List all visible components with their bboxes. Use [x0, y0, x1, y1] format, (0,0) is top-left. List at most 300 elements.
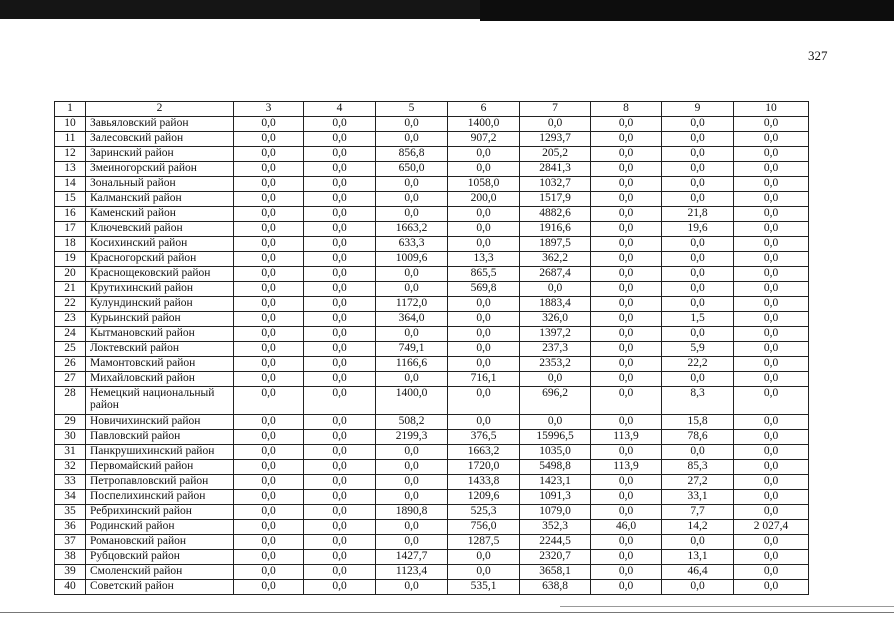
header-cell: 1	[55, 102, 86, 117]
value-cell: 113,9	[591, 430, 662, 445]
value-cell: 0,0	[662, 177, 734, 192]
value-cell: 0,0	[520, 117, 591, 132]
value-cell: 0,0	[304, 357, 376, 372]
value-cell: 0,0	[234, 192, 304, 207]
value-cell: 0,0	[376, 460, 448, 475]
value-cell: 2199,3	[376, 430, 448, 445]
value-cell: 0,0	[734, 445, 809, 460]
value-cell: 856,8	[376, 147, 448, 162]
value-cell: 0,0	[304, 430, 376, 445]
row-number-cell: 33	[55, 475, 86, 490]
value-cell: 0,0	[448, 327, 520, 342]
value-cell: 0,0	[591, 535, 662, 550]
table-row	[55, 520, 809, 535]
value-cell: 0,0	[234, 505, 304, 520]
value-cell: 1166,6	[376, 357, 448, 372]
header-cell: 9	[662, 102, 734, 117]
value-cell: 1123,4	[376, 565, 448, 580]
district-name-cell: Рубцовский район	[86, 550, 234, 565]
value-cell: 0,0	[234, 535, 304, 550]
value-cell: 8,3	[662, 387, 734, 415]
value-cell: 0,0	[234, 237, 304, 252]
value-cell: 1035,0	[520, 445, 591, 460]
row-number-cell: 31	[55, 445, 86, 460]
value-cell: 0,0	[304, 252, 376, 267]
value-cell: 0,0	[662, 535, 734, 550]
row-number-cell: 25	[55, 342, 86, 357]
value-cell: 0,0	[734, 237, 809, 252]
value-cell: 0,0	[734, 207, 809, 222]
value-cell: 0,0	[734, 475, 809, 490]
value-cell: 0,0	[304, 550, 376, 565]
value-cell: 0,0	[662, 297, 734, 312]
value-cell: 3658,1	[520, 565, 591, 580]
table-row	[55, 162, 809, 177]
value-cell: 0,0	[448, 342, 520, 357]
value-cell: 0,0	[376, 177, 448, 192]
value-cell: 0,0	[304, 327, 376, 342]
value-cell: 749,1	[376, 342, 448, 357]
scan-bottom-edge-short	[560, 606, 894, 607]
value-cell: 15996,5	[520, 430, 591, 445]
row-number-cell: 11	[55, 132, 86, 147]
value-cell: 0,0	[376, 207, 448, 222]
value-cell: 0,0	[662, 372, 734, 387]
value-cell: 865,5	[448, 267, 520, 282]
district-name-cell: Ребрихинский район	[86, 505, 234, 520]
value-cell: 569,8	[448, 282, 520, 297]
value-cell: 0,0	[234, 520, 304, 535]
value-cell: 0,0	[591, 222, 662, 237]
value-cell: 0,0	[591, 147, 662, 162]
row-number-cell: 26	[55, 357, 86, 372]
value-cell: 14,2	[662, 520, 734, 535]
value-cell: 0,0	[734, 252, 809, 267]
district-name-cell: Каменский район	[86, 207, 234, 222]
header-cell: 3	[234, 102, 304, 117]
value-cell: 0,0	[591, 312, 662, 327]
header-cell: 6	[448, 102, 520, 117]
value-cell: 0,0	[662, 252, 734, 267]
table-row	[55, 282, 809, 297]
value-cell: 696,2	[520, 387, 591, 415]
value-cell: 0,0	[234, 252, 304, 267]
row-number-cell: 28	[55, 387, 86, 415]
value-cell: 0,0	[734, 222, 809, 237]
value-cell: 1663,2	[448, 445, 520, 460]
value-cell: 0,0	[734, 550, 809, 565]
value-cell: 716,1	[448, 372, 520, 387]
value-cell: 0,0	[734, 327, 809, 342]
district-name-cell: Зональный район	[86, 177, 234, 192]
value-cell: 1209,6	[448, 490, 520, 505]
value-cell: 5,9	[662, 342, 734, 357]
value-cell: 0,0	[234, 297, 304, 312]
value-cell: 7,7	[662, 505, 734, 520]
value-cell: 0,0	[734, 490, 809, 505]
table-row	[55, 177, 809, 192]
value-cell: 0,0	[304, 222, 376, 237]
row-number-cell: 36	[55, 520, 86, 535]
value-cell: 0,0	[304, 460, 376, 475]
value-cell: 0,0	[234, 267, 304, 282]
value-cell: 0,0	[234, 565, 304, 580]
value-cell: 0,0	[234, 222, 304, 237]
scan-bottom-edge	[0, 612, 894, 613]
value-cell: 0,0	[734, 267, 809, 282]
value-cell: 0,0	[234, 490, 304, 505]
value-cell: 0,0	[734, 342, 809, 357]
value-cell: 0,0	[662, 580, 734, 595]
table-row	[55, 117, 809, 132]
value-cell: 0,0	[734, 387, 809, 415]
value-cell: 27,2	[662, 475, 734, 490]
value-cell: 0,0	[662, 237, 734, 252]
value-cell: 0,0	[376, 372, 448, 387]
value-cell: 0,0	[304, 580, 376, 595]
value-cell: 0,0	[234, 430, 304, 445]
row-number-cell: 37	[55, 535, 86, 550]
value-cell: 0,0	[591, 237, 662, 252]
data-table-container	[54, 101, 809, 595]
value-cell: 0,0	[734, 430, 809, 445]
value-cell: 13,1	[662, 550, 734, 565]
value-cell: 0,0	[304, 520, 376, 535]
table-row	[55, 207, 809, 222]
value-cell: 0,0	[591, 192, 662, 207]
value-cell: 1663,2	[376, 222, 448, 237]
table-row	[55, 460, 809, 475]
value-cell: 0,0	[376, 267, 448, 282]
row-number-cell: 39	[55, 565, 86, 580]
value-cell: 756,0	[448, 520, 520, 535]
district-name-cell: Заринский район	[86, 147, 234, 162]
value-cell: 15,8	[662, 415, 734, 430]
value-cell: 0,0	[234, 342, 304, 357]
data-table	[54, 101, 809, 595]
value-cell: 0,0	[376, 192, 448, 207]
value-cell: 0,0	[304, 342, 376, 357]
value-cell: 1091,3	[520, 490, 591, 505]
table-row	[55, 312, 809, 327]
value-cell: 650,0	[376, 162, 448, 177]
value-cell: 0,0	[591, 207, 662, 222]
table-row	[55, 430, 809, 445]
value-cell: 0,0	[734, 312, 809, 327]
value-cell: 0,0	[448, 387, 520, 415]
district-name-cell: Первомайский район	[86, 460, 234, 475]
value-cell: 1058,0	[448, 177, 520, 192]
value-cell: 0,0	[376, 475, 448, 490]
table-header-row	[55, 102, 809, 117]
value-cell: 0,0	[734, 282, 809, 297]
value-cell: 1890,8	[376, 505, 448, 520]
value-cell: 0,0	[591, 565, 662, 580]
value-cell: 0,0	[234, 162, 304, 177]
value-cell: 0,0	[304, 445, 376, 460]
value-cell: 0,0	[662, 117, 734, 132]
value-cell: 0,0	[304, 117, 376, 132]
value-cell: 33,1	[662, 490, 734, 505]
district-name-cell: Косихинский район	[86, 237, 234, 252]
value-cell: 0,0	[734, 372, 809, 387]
row-number-cell: 23	[55, 312, 86, 327]
table-row	[55, 327, 809, 342]
value-cell: 0,0	[734, 565, 809, 580]
table-row	[55, 237, 809, 252]
table-row	[55, 372, 809, 387]
district-name-cell: Поспелихинский район	[86, 490, 234, 505]
row-number-cell: 18	[55, 237, 86, 252]
value-cell: 1883,4	[520, 297, 591, 312]
value-cell: 0,0	[304, 237, 376, 252]
value-cell: 1427,7	[376, 550, 448, 565]
value-cell: 0,0	[520, 372, 591, 387]
value-cell: 0,0	[448, 415, 520, 430]
value-cell: 1,5	[662, 312, 734, 327]
value-cell: 0,0	[591, 372, 662, 387]
district-name-cell: Крутихинский район	[86, 282, 234, 297]
district-name-cell: Михайловский район	[86, 372, 234, 387]
row-number-cell: 15	[55, 192, 86, 207]
district-name-cell: Панкрушихинский район	[86, 445, 234, 460]
value-cell: 0,0	[234, 475, 304, 490]
value-cell: 46,4	[662, 565, 734, 580]
value-cell: 364,0	[376, 312, 448, 327]
value-cell: 1397,2	[520, 327, 591, 342]
row-number-cell: 35	[55, 505, 86, 520]
table-row	[55, 475, 809, 490]
district-name-cell: Советский район	[86, 580, 234, 595]
value-cell: 0,0	[448, 312, 520, 327]
value-cell: 352,3	[520, 520, 591, 535]
value-cell: 1287,5	[448, 535, 520, 550]
value-cell: 0,0	[734, 505, 809, 520]
value-cell: 0,0	[591, 132, 662, 147]
table-row	[55, 297, 809, 312]
value-cell: 2 027,4	[734, 520, 809, 535]
value-cell: 0,0	[734, 192, 809, 207]
value-cell: 0,0	[234, 327, 304, 342]
value-cell: 0,0	[591, 177, 662, 192]
value-cell: 0,0	[591, 490, 662, 505]
value-cell: 0,0	[591, 357, 662, 372]
value-cell: 0,0	[376, 117, 448, 132]
value-cell: 0,0	[591, 445, 662, 460]
page-number: 327	[808, 48, 828, 63]
value-cell: 0,0	[734, 132, 809, 147]
value-cell: 0,0	[304, 162, 376, 177]
table-row	[55, 387, 809, 415]
value-cell: 0,0	[448, 565, 520, 580]
value-cell: 0,0	[234, 445, 304, 460]
table-row	[55, 147, 809, 162]
district-name-cell: Смоленский район	[86, 565, 234, 580]
value-cell: 0,0	[376, 282, 448, 297]
district-name-cell: Романовский район	[86, 535, 234, 550]
value-cell: 1517,9	[520, 192, 591, 207]
header-cell: 2	[86, 102, 234, 117]
value-cell: 0,0	[734, 117, 809, 132]
value-cell: 0,0	[520, 282, 591, 297]
value-cell: 0,0	[734, 162, 809, 177]
value-cell: 1293,7	[520, 132, 591, 147]
value-cell: 0,0	[304, 372, 376, 387]
value-cell: 0,0	[376, 490, 448, 505]
table-row	[55, 192, 809, 207]
value-cell: 0,0	[448, 222, 520, 237]
value-cell: 0,0	[234, 357, 304, 372]
table-row	[55, 505, 809, 520]
value-cell: 21,8	[662, 207, 734, 222]
district-name-cell: Мамонтовский район	[86, 357, 234, 372]
value-cell: 0,0	[304, 565, 376, 580]
value-cell: 46,0	[591, 520, 662, 535]
value-cell: 0,0	[734, 415, 809, 430]
value-cell: 1916,6	[520, 222, 591, 237]
value-cell: 2320,7	[520, 550, 591, 565]
value-cell: 0,0	[591, 162, 662, 177]
value-cell: 0,0	[662, 192, 734, 207]
value-cell: 1423,1	[520, 475, 591, 490]
value-cell: 0,0	[591, 415, 662, 430]
value-cell: 0,0	[304, 312, 376, 327]
district-name-cell: Красногорский район	[86, 252, 234, 267]
value-cell: 78,6	[662, 430, 734, 445]
district-name-cell: Петропавловский район	[86, 475, 234, 490]
district-name-cell: Краснощековский район	[86, 267, 234, 282]
district-name-cell: Курьинский район	[86, 312, 234, 327]
value-cell: 0,0	[234, 387, 304, 415]
value-cell: 0,0	[448, 162, 520, 177]
value-cell: 0,0	[234, 312, 304, 327]
row-number-cell: 32	[55, 460, 86, 475]
value-cell: 13,3	[448, 252, 520, 267]
value-cell: 0,0	[591, 267, 662, 282]
value-cell: 0,0	[591, 252, 662, 267]
table-row	[55, 550, 809, 565]
value-cell: 0,0	[591, 550, 662, 565]
value-cell: 0,0	[304, 267, 376, 282]
value-cell: 2353,2	[520, 357, 591, 372]
table-row	[55, 222, 809, 237]
header-cell: 7	[520, 102, 591, 117]
header-cell: 8	[591, 102, 662, 117]
value-cell: 1897,5	[520, 237, 591, 252]
table-row	[55, 445, 809, 460]
value-cell: 0,0	[234, 282, 304, 297]
table-row	[55, 342, 809, 357]
value-cell: 0,0	[591, 327, 662, 342]
value-cell: 0,0	[662, 267, 734, 282]
value-cell: 0,0	[591, 580, 662, 595]
header-cell: 4	[304, 102, 376, 117]
value-cell: 0,0	[304, 132, 376, 147]
value-cell: 0,0	[304, 282, 376, 297]
value-cell: 0,0	[591, 297, 662, 312]
value-cell: 0,0	[591, 117, 662, 132]
value-cell: 0,0	[304, 147, 376, 162]
value-cell: 326,0	[520, 312, 591, 327]
value-cell: 0,0	[234, 460, 304, 475]
value-cell: 0,0	[448, 297, 520, 312]
row-number-cell: 34	[55, 490, 86, 505]
row-number-cell: 19	[55, 252, 86, 267]
table-row	[55, 267, 809, 282]
row-number-cell: 21	[55, 282, 86, 297]
header-cell: 10	[734, 102, 809, 117]
district-name-cell: Новичихинский район	[86, 415, 234, 430]
district-name-cell: Немецкий национальный район	[86, 387, 234, 415]
value-cell: 0,0	[304, 207, 376, 222]
value-cell: 907,2	[448, 132, 520, 147]
value-cell: 205,2	[520, 147, 591, 162]
value-cell: 0,0	[448, 550, 520, 565]
value-cell: 0,0	[662, 282, 734, 297]
value-cell: 1433,8	[448, 475, 520, 490]
value-cell: 0,0	[662, 147, 734, 162]
value-cell: 0,0	[520, 415, 591, 430]
value-cell: 0,0	[662, 445, 734, 460]
row-number-cell: 30	[55, 430, 86, 445]
value-cell: 0,0	[234, 177, 304, 192]
value-cell: 2244,5	[520, 535, 591, 550]
value-cell: 0,0	[304, 505, 376, 520]
row-number-cell: 40	[55, 580, 86, 595]
value-cell: 0,0	[448, 357, 520, 372]
value-cell: 0,0	[376, 580, 448, 595]
value-cell: 0,0	[304, 490, 376, 505]
district-name-cell: Калманский район	[86, 192, 234, 207]
district-name-cell: Завьяловский район	[86, 117, 234, 132]
value-cell: 0,0	[234, 147, 304, 162]
value-cell: 0,0	[448, 147, 520, 162]
value-cell: 0,0	[591, 475, 662, 490]
value-cell: 0,0	[304, 415, 376, 430]
row-number-cell: 20	[55, 267, 86, 282]
value-cell: 0,0	[234, 117, 304, 132]
row-number-cell: 29	[55, 415, 86, 430]
district-name-cell: Родинский район	[86, 520, 234, 535]
value-cell: 0,0	[376, 535, 448, 550]
value-cell: 0,0	[662, 162, 734, 177]
row-number-cell: 10	[55, 117, 86, 132]
value-cell: 0,0	[734, 357, 809, 372]
value-cell: 0,0	[734, 177, 809, 192]
value-cell: 638,8	[520, 580, 591, 595]
value-cell: 376,5	[448, 430, 520, 445]
value-cell: 1032,7	[520, 177, 591, 192]
row-number-cell: 17	[55, 222, 86, 237]
value-cell: 0,0	[734, 297, 809, 312]
value-cell: 85,3	[662, 460, 734, 475]
value-cell: 0,0	[304, 475, 376, 490]
value-cell: 0,0	[591, 387, 662, 415]
district-name-cell: Кулундинский район	[86, 297, 234, 312]
value-cell: 1400,0	[448, 117, 520, 132]
row-number-cell: 38	[55, 550, 86, 565]
row-number-cell: 27	[55, 372, 86, 387]
table-row	[55, 565, 809, 580]
value-cell: 0,0	[376, 445, 448, 460]
value-cell: 0,0	[304, 297, 376, 312]
table-row	[55, 252, 809, 267]
district-name-cell: Залесовский район	[86, 132, 234, 147]
table-row	[55, 132, 809, 147]
value-cell: 0,0	[234, 372, 304, 387]
value-cell: 0,0	[734, 147, 809, 162]
value-cell: 4882,6	[520, 207, 591, 222]
